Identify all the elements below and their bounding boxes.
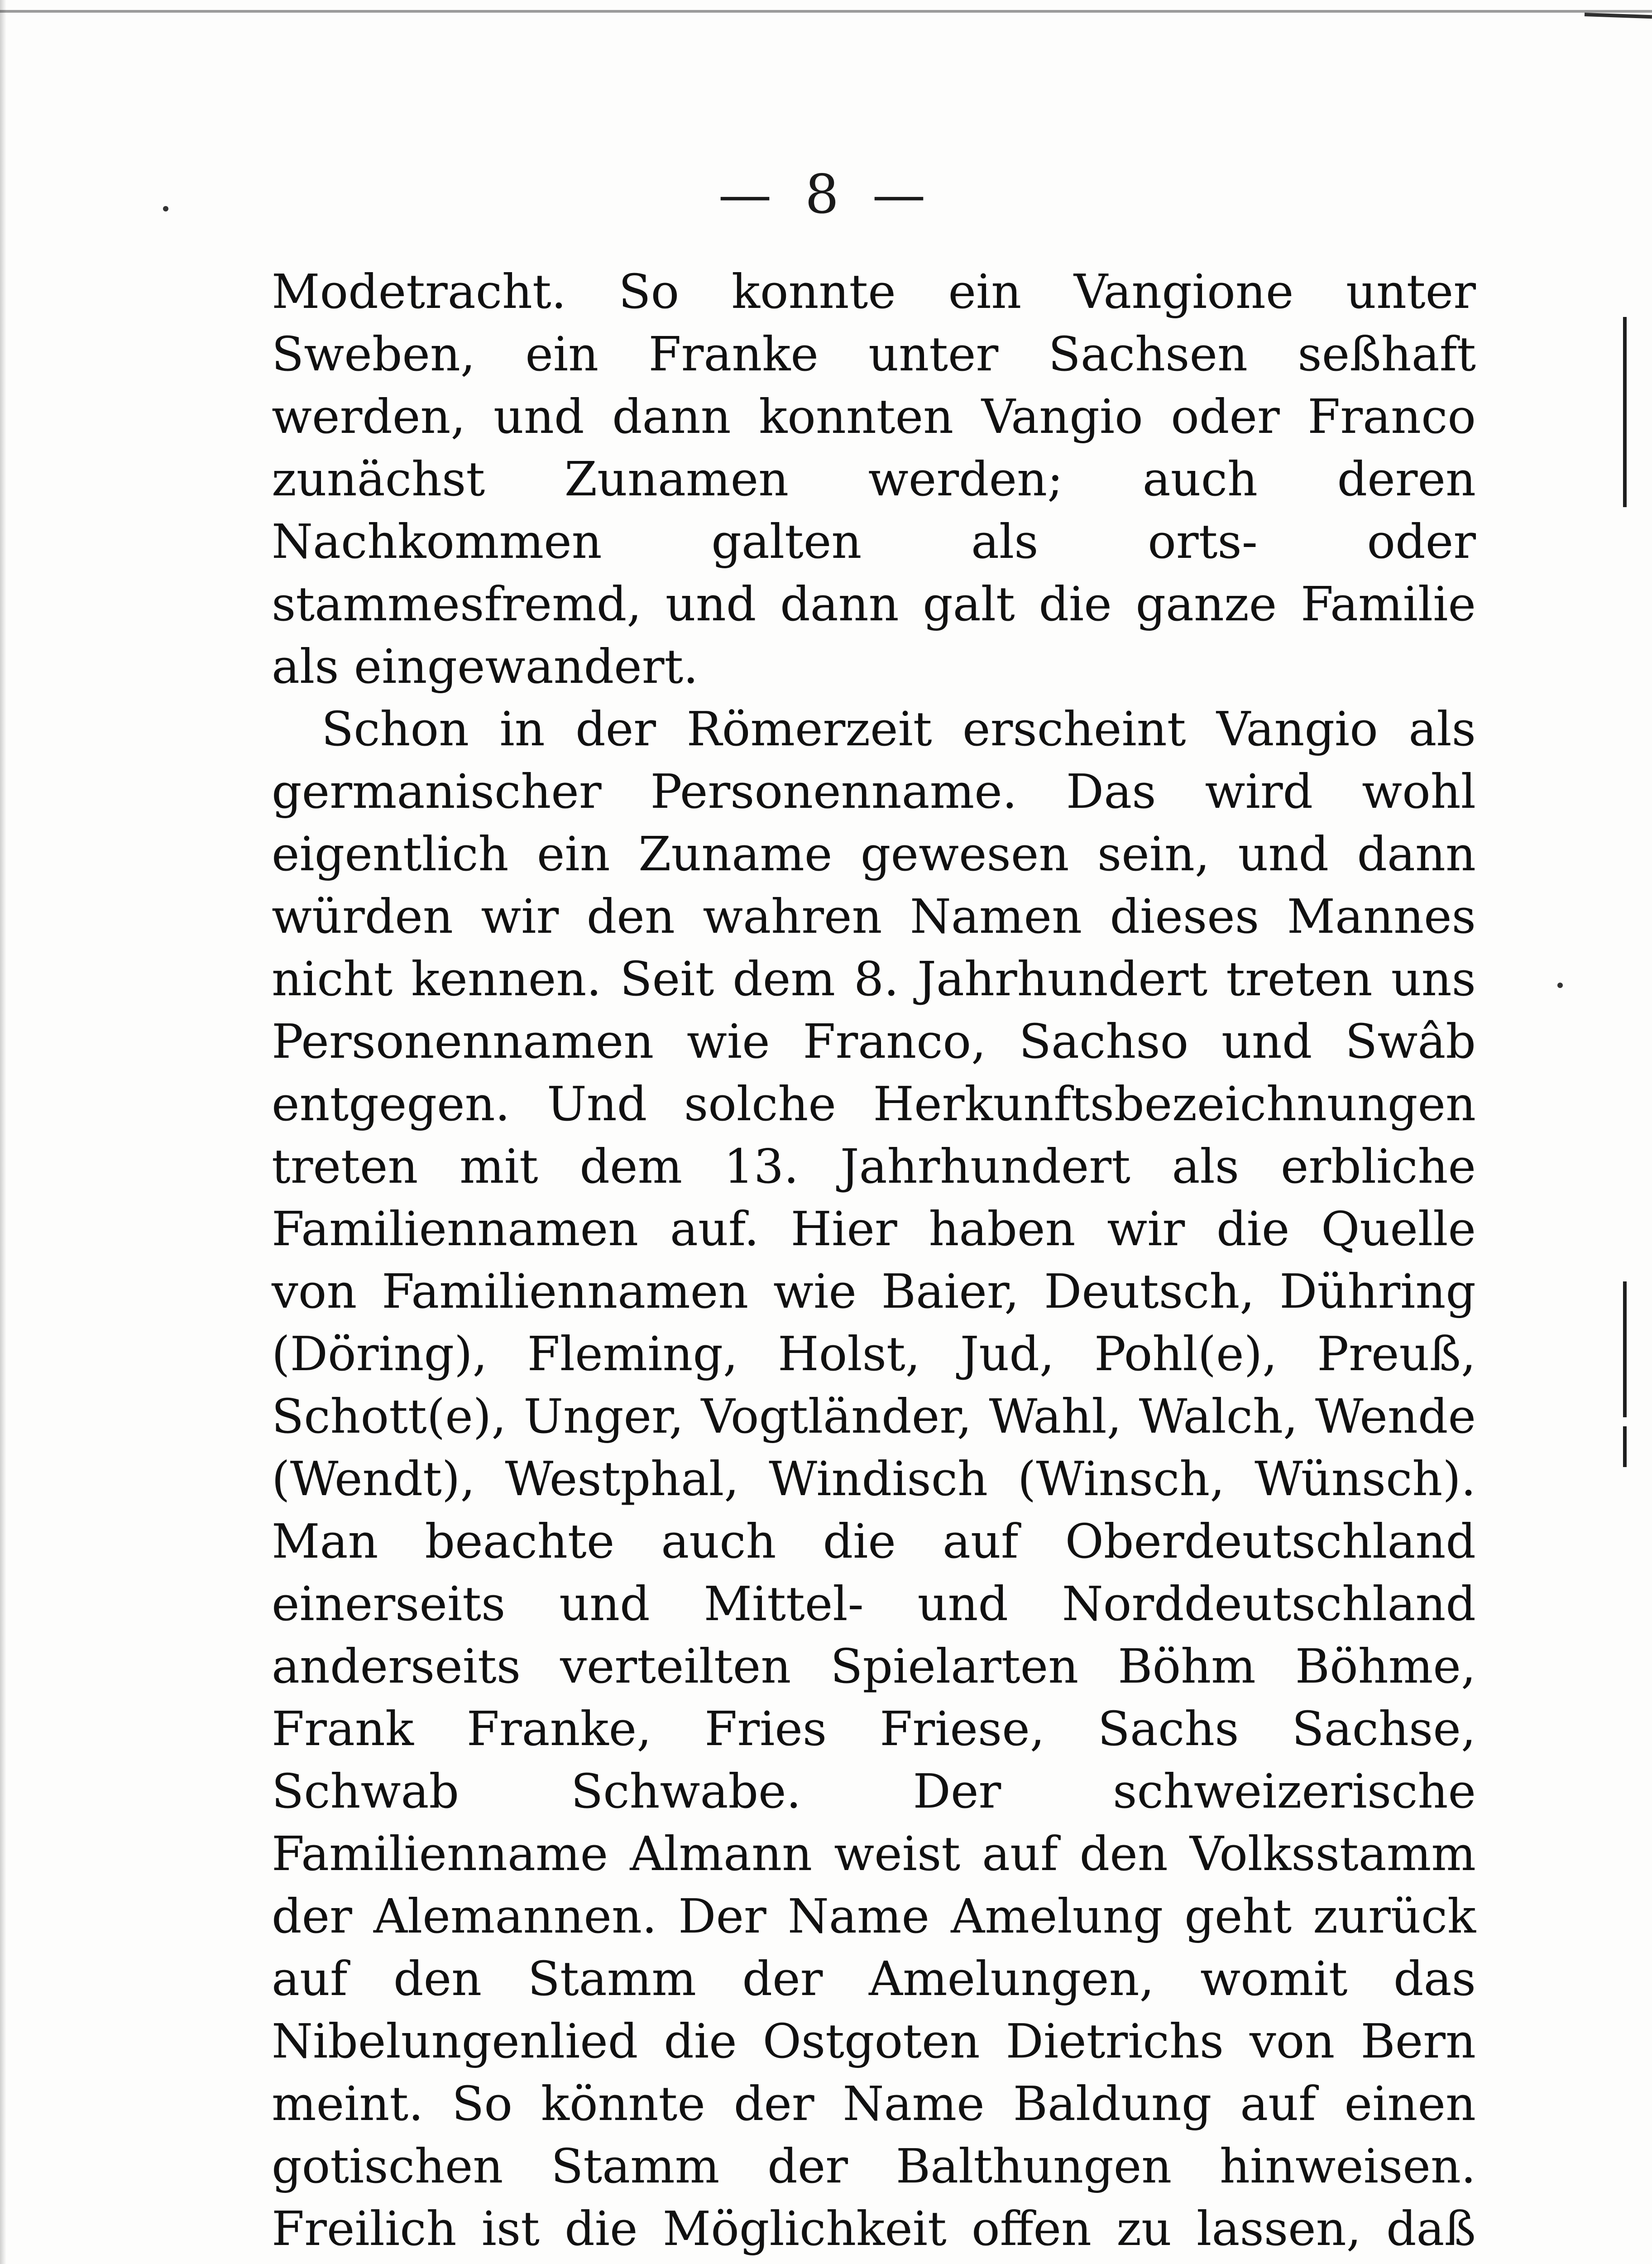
margin-mark: [1623, 1281, 1627, 1417]
top-edge-mark: [1585, 13, 1652, 19]
left-edge-shadow: [0, 0, 6, 2264]
margin-mark: [1623, 1426, 1627, 1467]
body-text: [272, 260, 1476, 2264]
page-number: — 8 —: [718, 163, 934, 225]
top-edge-rule: [0, 10, 1652, 13]
margin-mark: [1623, 317, 1627, 507]
paragraph-continuation: Modetracht. So konnte ein Vangione unter Sweben, ein Franke unter Sachsen seßhaft werden, und dann konnten Vangio oder Franco zunächst Zunamen werden; auch deren Nachkommen galten als orts- oder stammesfremd, und dann galt die ganze Familie als eingewandert.: [272, 264, 1476, 694]
paragraph-roman-era: Schon in der Römerzeit erscheint Vangio als germanischer Personenname. Das wird wohl eigentlich ein Zuname gewesen sein, und dann würden wir den wahren Namen dieses Mannes nicht kennen. Seit dem 8. Jahrhundert treten uns Personennamen wie Franco, Sachso und Swâb entgegen. Und solche Herkunftsbezeichnungen treten mit dem 13. Jahrhundert als erbliche Familiennamen auf. Hier haben wir die Quelle von Familiennamen wie Baier, Deutsch, Dühring (Döring), Fleming, Holst, Jud, Pohl(e), Preuß, Schott(e), Unger, Vogtländer, Wahl, Walch, Wende (Wendt), Westphal, Windisch (Winsch, Wünsch). Man beachte auch die auf Oberdeutschland einerseits und Mittel- und Norddeutschland anderseits verteilten Spielarten Böhm Böhme, Frank Franke, Fries Friese, Sachs Sachse, Schwab Schwabe. Der schweizerische Familienname Almann weist auf den Volksstamm der Alemannen. Der Name Amelung geht zurück auf den Stamm der Amelungen, womit das Nibelungenlied die Ostgoten Dietrichs von Bern meint. So könnte der Name Baldung auf einen gotischen Stamm der Balthungen hinweisen. Freilich ist die Möglichkeit offen zu lassen, daß: [272, 701, 1476, 2256]
ink-dot: [1557, 983, 1563, 988]
